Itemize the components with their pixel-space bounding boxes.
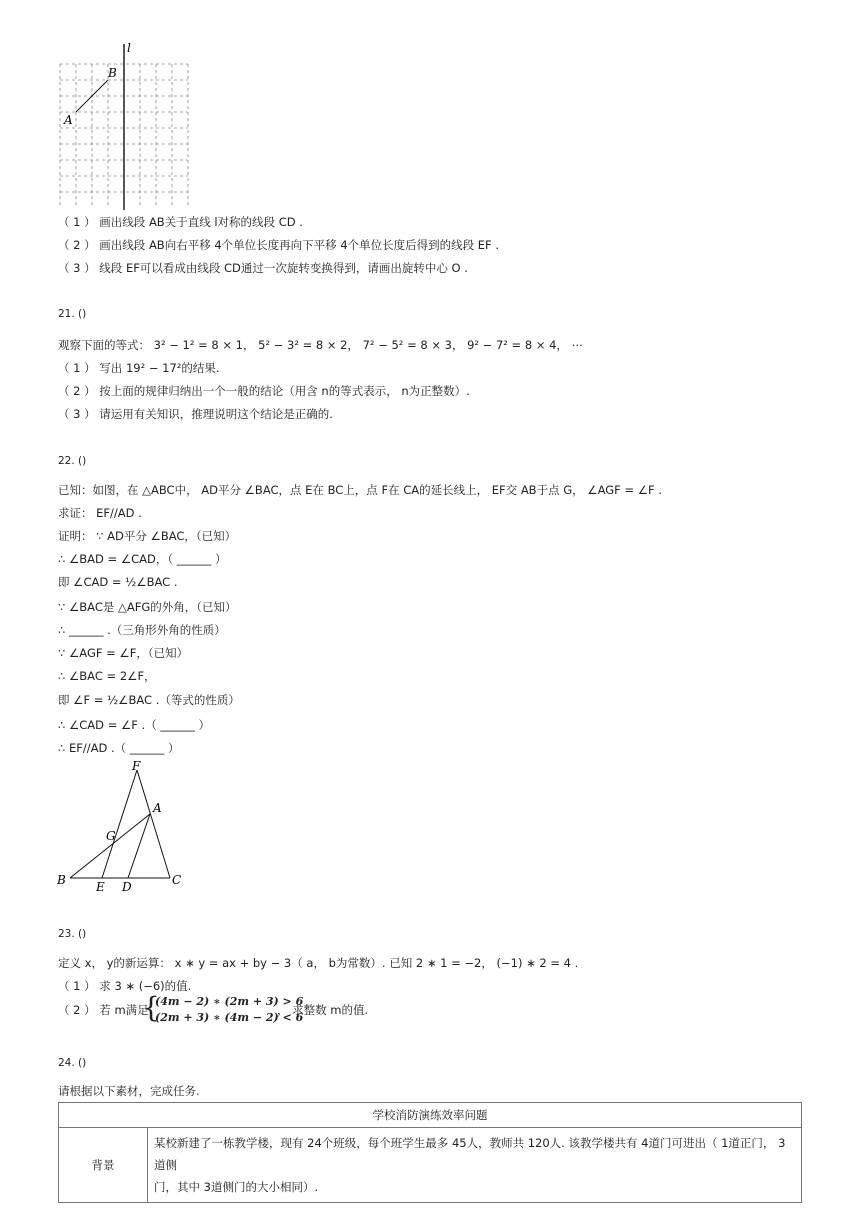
q20-item-2: （ 2 ） 画出线段 AB向右平移 4个单位长度再向下平移 4个单位长度后得到的线段 EF . <box>58 238 499 252</box>
q23-number: 23. () <box>58 928 87 940</box>
q22-line-3: 证明： ∵ AD平分 ∠BAC，（已知） <box>58 529 237 543</box>
q20-item-1: （ 1 ） 画出线段 AB关于直线 l对称的线段 CD . <box>58 215 303 229</box>
q22-line-7: ∴ ______ .（三角形外角的性质） <box>58 623 226 637</box>
q22-number: 22. () <box>58 455 87 467</box>
q24-number: 24. () <box>58 1057 87 1069</box>
material-table <box>58 1102 802 1203</box>
fig-label-g: G <box>106 829 116 843</box>
q22-line-11: ∴ ∠CAD = ∠F .（ ______ ） <box>58 718 211 732</box>
grid-figure <box>56 40 196 212</box>
q22-line-6: ∵ ∠BAC是 △AFG的外角，（已知） <box>58 600 237 614</box>
q24-stem: 请根据以下素材，完成任务. <box>58 1084 200 1098</box>
triangle-figure <box>52 758 192 894</box>
table-row-text-2: 门，其中 3道侧门的大小相同）. <box>154 1180 319 1194</box>
label-a: A <box>64 113 73 127</box>
fig-label-a: A <box>153 801 162 815</box>
q23-system-line-2: (2m + 3) ∗ (4m − 2) < 6 <box>155 1011 304 1024</box>
q21-stem: 观察下面的等式： 3² − 1² = 8 × 1， 5² − 3² = 8 × 2， 7² − 5² = 8 × 3， 9² − 7² = 8 × 4， ⋯ <box>58 338 584 352</box>
fig-label-c: C <box>172 873 182 887</box>
q22-line-2: 求证： EF//AD . <box>58 506 142 520</box>
table-row-content <box>148 1128 802 1203</box>
q23-stem: 定义 x， y的新运算： x ∗ y = ax + by − 3（ a， b为常数）. 已知 2 ∗ 1 = −2， (−1) ∗ 2 = 4 . <box>58 956 579 970</box>
q21-number: 21. () <box>58 308 87 320</box>
label-l: l <box>127 41 131 55</box>
q23-system-line-1: (4m − 2) ∗ (2m + 3) > 6 <box>155 995 304 1008</box>
fig-label-e: E <box>96 880 105 894</box>
table-title: 学校消防演练效率问题 <box>59 1103 802 1128</box>
q22-line-4: ∴ ∠BAD = ∠CAD，（ ______ ） <box>58 552 227 566</box>
fig-label-d: D <box>122 880 132 894</box>
q21-item-2: （ 2 ） 按上面的规律归纳出一个一般的结论（用含 n的等式表示， n为正整数）. <box>58 384 470 398</box>
q23-system-brace: { <box>142 991 160 1024</box>
q23-item-2-suffix: ， 求整数 m的值. <box>277 1003 369 1017</box>
label-b: B <box>108 66 117 80</box>
fig-label-b: B <box>57 873 66 887</box>
q22-line-9: ∴ ∠BAC = 2∠F， <box>58 669 156 683</box>
q20-item-3: （ 3 ） 线段 EF可以看成由线段 CD通过一次旋转变换得到，请画出旋转中心 O . <box>58 261 468 275</box>
q23-item-1: （ 1 ） 求 3 ∗ (−6)的值. <box>58 979 192 993</box>
q22-line-10: 即 ∠F = ½∠BAC .（等式的性质） <box>58 693 240 707</box>
fig-label-f: F <box>132 759 141 773</box>
q21-item-1: （ 1 ） 写出 19² − 17²的结果. <box>58 361 220 375</box>
q21-item-3: （ 3 ） 请运用有关知识，推理说明这个结论是正确的. <box>58 407 333 421</box>
q22-line-12: ∴ EF//AD .（ ______ ） <box>58 741 180 755</box>
q22-line-1: 已知：如图，在 △ABC中， AD平分 ∠BAC，点 E在 BC上，点 F在 CA的延长线上， EF交 AB于点 G， ∠AGF = ∠F . <box>58 483 662 497</box>
table-row-text-1: 某校新建了一栋教学楼，现有 24个班级，每个班学生最多 45人，教师共 120人. 该教学楼共有 4道门可进出（ 1道正门， 3道侧 <box>154 1136 786 1172</box>
table-row-label: 背景 <box>59 1128 148 1203</box>
q23-item-2-prefix: （ 2 ） 若 m满足 <box>58 1003 149 1017</box>
q22-line-8: ∵ ∠AGF = ∠F，（已知） <box>58 646 189 660</box>
q22-line-5: 即 ∠CAD = ½∠BAC . <box>58 575 178 589</box>
